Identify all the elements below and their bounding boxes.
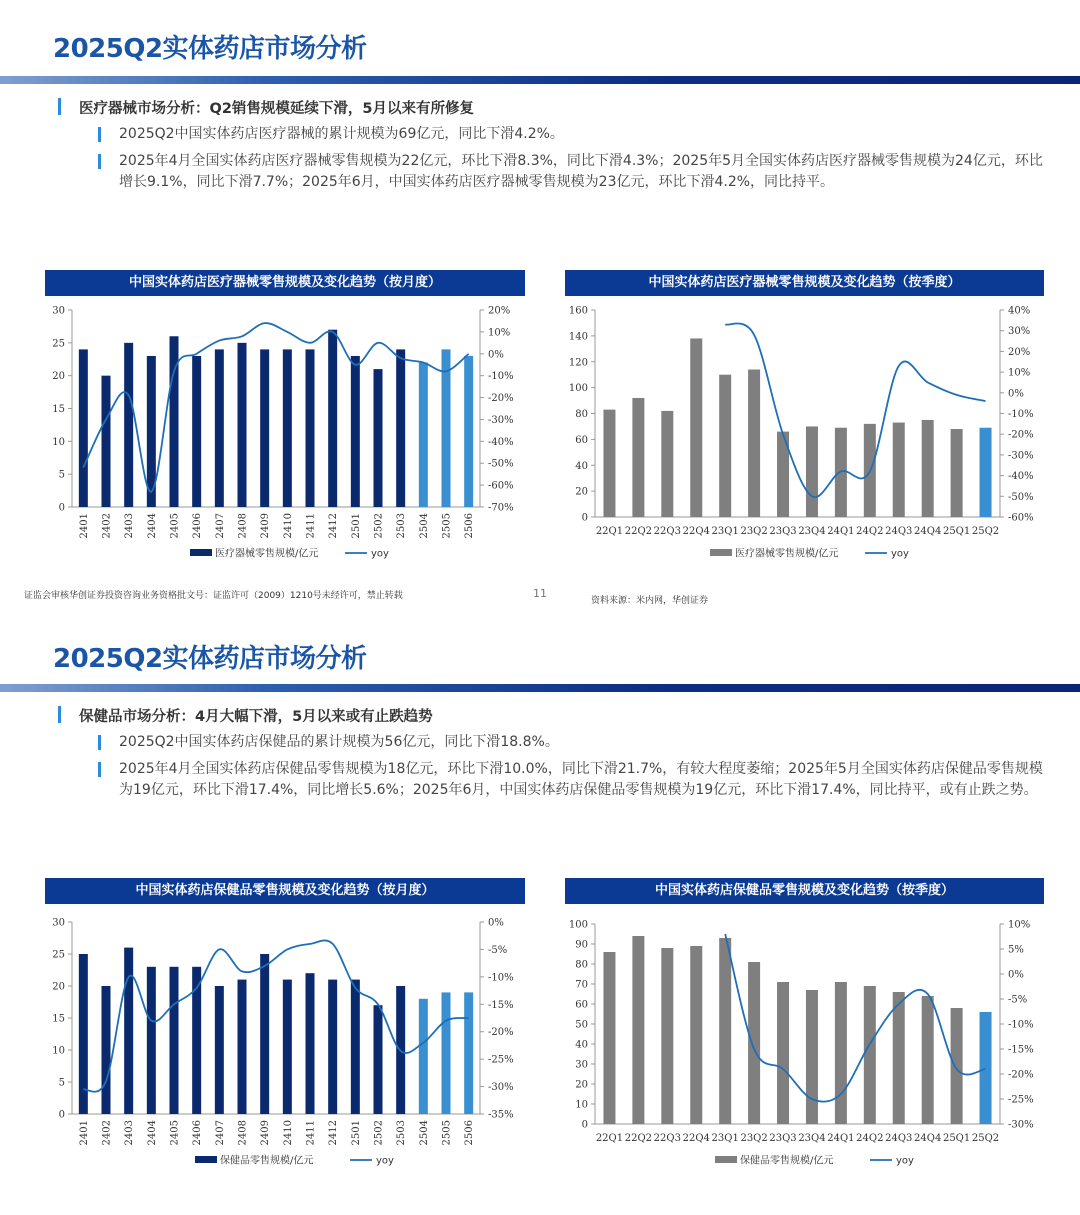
right-tick-label: -20% <box>1008 429 1034 441</box>
category-label: 23Q4 <box>798 526 826 537</box>
category-label: 2506 <box>464 1120 476 1146</box>
right-tick-label: -60% <box>488 480 514 492</box>
bar <box>632 936 644 1124</box>
category-label: 23Q4 <box>798 1133 826 1144</box>
bar <box>442 992 451 1114</box>
right-tick-label: 40% <box>1008 305 1031 317</box>
category-label: 25Q2 <box>971 526 1000 537</box>
bar <box>260 349 269 507</box>
right-tick-label: 0% <box>488 917 504 929</box>
category-label: 24Q4 <box>914 526 942 537</box>
bar <box>283 349 292 507</box>
right-tick-label: -70% <box>488 502 514 514</box>
right-tick-label: 20% <box>1008 346 1031 358</box>
bar <box>238 343 247 507</box>
category-label: 2404 <box>146 513 158 539</box>
right-tick-label: -20% <box>488 1027 514 1039</box>
bar <box>951 429 963 517</box>
category-label: 2503 <box>396 513 408 539</box>
right-tick-label: 5% <box>1008 944 1024 956</box>
right-tick-label: -20% <box>488 393 514 405</box>
category-label: 23Q1 <box>711 1133 739 1144</box>
footer-source: 资料来源：米内网，华创证券 <box>591 596 709 606</box>
bullet-marker <box>58 706 61 723</box>
right-tick-label: 10% <box>1008 367 1031 379</box>
left-tick-label: 10 <box>575 1099 588 1111</box>
left-tick-label: 20 <box>52 981 65 993</box>
left-tick-label: 15 <box>52 404 65 415</box>
bar <box>192 356 201 507</box>
bar <box>748 962 760 1124</box>
legend-bar-swatch <box>190 549 212 556</box>
yoy-line <box>83 323 468 492</box>
left-tick-label: 160 <box>568 305 588 317</box>
category-label: 23Q2 <box>740 526 768 537</box>
bar <box>690 338 702 517</box>
bar <box>893 423 905 517</box>
left-tick-label: 20 <box>52 371 65 383</box>
left-tick-label: 30 <box>52 305 65 317</box>
legend-line-label: yoy <box>376 1155 394 1167</box>
category-label: 24Q2 <box>856 1133 884 1144</box>
category-label: 2409 <box>260 513 272 539</box>
bar <box>396 349 405 507</box>
left-tick-label: 10 <box>52 1045 65 1057</box>
bullet-marker <box>98 762 101 777</box>
bar <box>102 376 111 507</box>
right-tick-label: -10% <box>1008 409 1034 420</box>
left-tick-label: 0 <box>58 502 65 514</box>
category-label: 2505 <box>441 1120 453 1146</box>
bar <box>893 992 905 1124</box>
category-label: 22Q2 <box>624 1133 653 1144</box>
bar <box>215 349 224 507</box>
left-tick-label: 0 <box>581 1119 588 1131</box>
category-label: 2402 <box>101 1120 113 1146</box>
right-tick-label: -30% <box>488 1082 514 1094</box>
right-tick-label: -25% <box>1008 1094 1034 1106</box>
right-tick-label: -30% <box>1008 450 1034 462</box>
left-tick-label: 0 <box>58 1109 65 1121</box>
legend-line-label: yoy <box>371 548 389 560</box>
bar <box>351 356 360 507</box>
category-label: 2407 <box>214 513 226 539</box>
chart-title: 中国实体药店医疗器械零售规模及变化趋势（按季度） <box>565 270 1044 296</box>
left-tick-label: 80 <box>575 959 588 971</box>
right-tick-label: -40% <box>1008 471 1034 483</box>
left-tick-label: 100 <box>568 919 588 931</box>
bullet-text: 2025年4月全国实体药店医疗器械零售规模为22亿元，环比下滑8.3%，同比下滑4.3%；2025年5月全国实体药店医疗器械零售规模为24亿元，环比增长9.1%，同比下滑7.7%；2025年6月，中国实体药店医疗器械零售规模为23亿元，环比下滑4.2%，同比持平。 <box>119 153 1043 190</box>
category-label: 24Q1 <box>827 1133 855 1144</box>
legend-bar-label: 医疗器械零售规模/亿元 <box>735 548 839 560</box>
right-tick-label: -10% <box>488 371 514 383</box>
category-label: 22Q3 <box>653 526 681 537</box>
right-tick-label: -5% <box>488 944 508 956</box>
bar <box>260 954 269 1114</box>
bar <box>951 1008 963 1124</box>
slide-medical-devices <box>0 0 1080 607</box>
chart-title: 中国实体药店保健品零售规模及变化趋势（按季度） <box>565 878 1044 904</box>
legend-line-label: yoy <box>891 548 909 560</box>
category-label: 2409 <box>260 1120 272 1146</box>
category-label: 23Q3 <box>769 1133 797 1144</box>
category-label: 2402 <box>101 513 113 539</box>
category-label: 2504 <box>418 513 430 539</box>
category-label: 22Q4 <box>682 526 710 537</box>
right-tick-label: 0% <box>1008 969 1024 981</box>
bullet-marker <box>98 154 101 169</box>
category-label: 2405 <box>169 513 181 539</box>
category-label: 2401 <box>78 513 90 539</box>
left-tick-label: 40 <box>575 1039 588 1051</box>
category-label: 2405 <box>169 1120 181 1146</box>
category-label: 2411 <box>305 513 317 539</box>
left-tick-label: 60 <box>575 434 588 446</box>
bar <box>777 982 789 1124</box>
bar <box>922 420 934 517</box>
category-label: 2412 <box>328 513 340 539</box>
right-tick-label: -50% <box>488 458 514 470</box>
bullet-marker <box>58 98 61 115</box>
category-label: 24Q1 <box>827 526 855 537</box>
bar <box>442 349 451 507</box>
right-tick-label: 10% <box>1008 919 1031 931</box>
chart-title: 中国实体药店保健品零售规模及变化趋势（按月度） <box>45 878 525 904</box>
bar <box>374 369 383 507</box>
category-label: 2403 <box>124 513 136 539</box>
bar <box>661 411 673 517</box>
right-tick-label: -60% <box>1008 512 1034 524</box>
bar <box>147 967 156 1114</box>
bar <box>283 980 292 1114</box>
left-tick-label: 140 <box>568 331 588 343</box>
legend-bar-label: 保健品零售规模/亿元 <box>740 1155 834 1167</box>
chart-quarterly-health <box>560 908 1040 1193</box>
legend-bar-swatch <box>710 549 732 556</box>
category-label: 2403 <box>124 1120 136 1146</box>
yoy-line <box>83 940 468 1091</box>
bullet-text: 2025Q2中国实体药店医疗器械的累计规模为69亿元，同比下滑4.2%。 <box>119 126 564 142</box>
category-label: 2406 <box>192 513 204 539</box>
category-label: 2501 <box>350 1120 362 1146</box>
category-label: 25Q2 <box>971 1133 1000 1144</box>
left-tick-label: 5 <box>58 1077 65 1089</box>
category-label: 24Q3 <box>885 526 913 537</box>
category-label: 24Q4 <box>914 1133 942 1144</box>
category-label: 2408 <box>237 1120 249 1146</box>
left-tick-label: 20 <box>575 1079 588 1091</box>
left-tick-label: 90 <box>575 939 588 951</box>
category-label: 2505 <box>441 513 453 539</box>
footer-disclaimer: 证监会审核华创证券投资咨询业务资格批文号：证监许可（2009）1210号未经许可，禁止转载 <box>24 591 403 601</box>
chart-monthly-health <box>30 908 530 1193</box>
bar <box>980 428 992 517</box>
bar <box>79 349 88 507</box>
bar <box>835 982 847 1124</box>
bar <box>351 980 360 1114</box>
category-label: 2501 <box>350 513 362 539</box>
category-label: 24Q2 <box>856 526 884 537</box>
left-tick-label: 30 <box>575 1059 588 1071</box>
category-label: 2404 <box>146 1120 158 1146</box>
bar <box>238 980 247 1114</box>
bar <box>922 996 934 1124</box>
right-tick-label: -20% <box>1008 1069 1034 1081</box>
right-tick-label: -25% <box>488 1054 514 1066</box>
category-label: 23Q3 <box>769 526 797 537</box>
bar <box>864 986 876 1124</box>
category-label: 22Q1 <box>595 1133 624 1144</box>
bar <box>748 370 760 517</box>
legend-line-label: yoy <box>896 1155 914 1167</box>
bar <box>419 363 428 507</box>
yoy-line <box>725 934 985 1102</box>
bullet-text: 2025年4月全国实体药店保健品零售规模为18亿元，环比下滑10.0%，同比下滑21.7%，有较大程度萎缩；2025年5月全国实体药店保健品零售规模为19亿元，环比下滑17.4%，同比增长5.6%；2025年6月，中国实体药店保健品零售规模为19亿元，环比下滑17.4%，同比持平，或有止跌之势。 <box>119 761 1043 798</box>
page-number: 11 <box>533 587 547 600</box>
bullet-marker <box>98 127 101 142</box>
left-tick-label: 100 <box>568 383 588 395</box>
slide-title: 2025Q2实体药店市场分析 <box>53 644 367 674</box>
bar <box>102 986 111 1114</box>
bar <box>719 938 731 1124</box>
bar <box>306 349 315 507</box>
bar <box>215 986 224 1114</box>
left-tick-label: 120 <box>568 357 588 369</box>
category-label: 2412 <box>328 1120 340 1146</box>
left-tick-label: 80 <box>575 409 588 420</box>
legend-bar-swatch <box>195 1156 217 1163</box>
bar <box>419 999 428 1114</box>
bar <box>980 1012 992 1124</box>
category-label: 23Q1 <box>711 526 739 537</box>
chart-quarterly-devices <box>560 300 1040 580</box>
bar <box>464 992 473 1114</box>
left-tick-label: 25 <box>52 949 65 961</box>
bar <box>124 948 133 1114</box>
category-label: 2407 <box>214 1120 226 1146</box>
right-tick-label: -10% <box>1008 1019 1034 1031</box>
left-tick-label: 5 <box>58 469 65 481</box>
left-tick-label: 20 <box>575 486 588 498</box>
category-label: 2411 <box>305 1120 317 1146</box>
bar <box>603 952 615 1124</box>
left-tick-label: 70 <box>575 979 588 991</box>
category-label: 2502 <box>373 513 385 539</box>
left-tick-label: 10 <box>52 436 65 448</box>
left-tick-label: 30 <box>52 917 65 929</box>
bullet-text: 2025Q2中国实体药店保健品的累计规模为56亿元，同比下滑18.8%。 <box>119 734 559 750</box>
section-heading: 保健品市场分析：4月大幅下滑，5月以来或有止跌趋势 <box>79 709 433 725</box>
right-tick-label: -15% <box>1008 1044 1034 1056</box>
bar <box>464 356 473 507</box>
right-tick-label: 0% <box>1008 388 1024 400</box>
chart-monthly-devices <box>30 300 530 580</box>
category-label: 24Q3 <box>885 1133 913 1144</box>
bar <box>806 426 818 517</box>
left-tick-label: 40 <box>575 460 588 472</box>
category-label: 23Q2 <box>740 1133 768 1144</box>
right-tick-label: -10% <box>488 972 514 984</box>
category-label: 22Q4 <box>682 1133 710 1144</box>
slide-health-products <box>0 608 1080 1215</box>
slide-title: 2025Q2实体药店市场分析 <box>53 34 367 64</box>
right-tick-label: -15% <box>488 999 514 1011</box>
title-divider <box>0 76 1080 84</box>
bar <box>374 1005 383 1114</box>
bar <box>806 990 818 1124</box>
right-tick-label: -40% <box>488 436 514 448</box>
category-label: 2410 <box>282 1120 294 1146</box>
bar <box>124 343 133 507</box>
right-tick-label: 0% <box>488 349 504 361</box>
bar <box>328 980 337 1114</box>
left-tick-label: 15 <box>52 1013 65 1025</box>
category-label: 22Q1 <box>595 526 624 537</box>
right-tick-label: -30% <box>488 414 514 426</box>
bar <box>328 330 337 507</box>
right-tick-label: 30% <box>1008 326 1031 338</box>
category-label: 25Q1 <box>942 1133 971 1144</box>
bar <box>719 375 731 517</box>
left-tick-label: 25 <box>52 338 65 350</box>
legend-bar-swatch <box>715 1156 737 1163</box>
category-label: 2401 <box>78 1120 90 1146</box>
category-label: 2410 <box>282 513 294 539</box>
right-tick-label: -30% <box>1008 1119 1034 1131</box>
section-heading: 医疗器械市场分析：Q2销售规模延续下滑，5月以来有所修复 <box>79 101 475 117</box>
legend-bar-label: 医疗器械零售规模/亿元 <box>215 548 319 560</box>
yoy-line <box>725 323 985 497</box>
bar <box>603 410 615 517</box>
right-tick-label: -5% <box>1008 994 1028 1006</box>
right-tick-label: -35% <box>488 1109 514 1121</box>
chart-title: 中国实体药店医疗器械零售规模及变化趋势（按月度） <box>45 270 525 296</box>
category-label: 2408 <box>237 513 249 539</box>
bullet-marker <box>98 735 101 750</box>
right-tick-label: -50% <box>1008 491 1034 503</box>
category-label: 25Q1 <box>942 526 971 537</box>
category-label: 22Q2 <box>624 526 653 537</box>
left-tick-label: 0 <box>581 512 588 524</box>
category-label: 22Q3 <box>653 1133 681 1144</box>
bar <box>632 398 644 517</box>
title-divider <box>0 684 1080 692</box>
category-label: 2504 <box>418 1120 430 1146</box>
right-tick-label: 20% <box>488 305 511 317</box>
category-label: 2506 <box>464 513 476 539</box>
bar <box>306 973 315 1114</box>
category-label: 2503 <box>396 1120 408 1146</box>
bar <box>690 946 702 1124</box>
category-label: 2406 <box>192 1120 204 1146</box>
left-tick-label: 50 <box>575 1019 588 1031</box>
left-tick-label: 60 <box>575 999 588 1011</box>
bar <box>661 948 673 1124</box>
category-label: 2502 <box>373 1120 385 1146</box>
right-tick-label: 10% <box>488 327 511 339</box>
bar <box>170 967 179 1114</box>
legend-bar-label: 保健品零售规模/亿元 <box>220 1155 314 1167</box>
